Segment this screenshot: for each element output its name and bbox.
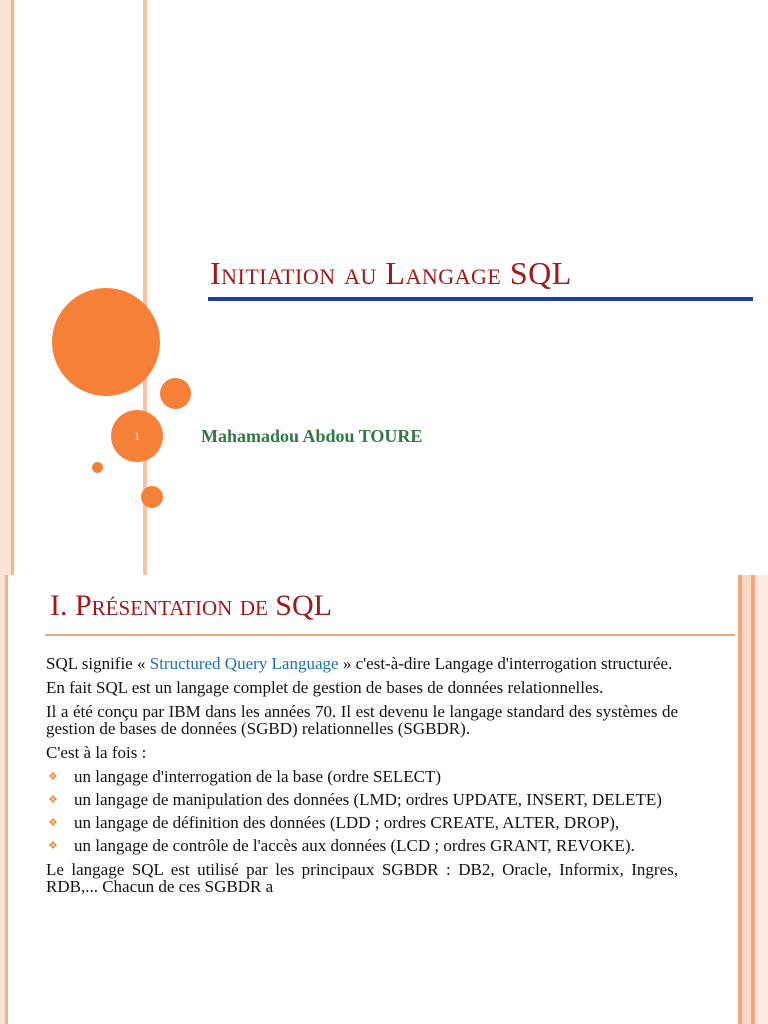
decorative-circle (160, 378, 191, 409)
sql-acronym-link[interactable]: Structured Query Language (149, 654, 339, 673)
diamond-bullet-icon: ❖ (48, 840, 58, 852)
decorative-circle (92, 462, 103, 473)
list-item-text: un langage de définition des données (LDD ; ordres CREATE, ALTER, DROP), (74, 813, 620, 832)
slide-presentation (0, 575, 768, 1024)
decorative-stripe (755, 575, 768, 1024)
slide-body (46, 655, 678, 902)
section-divider (45, 634, 735, 636)
decorative-stripe (11, 0, 14, 575)
decorative-circle (141, 486, 163, 508)
paragraph-definition (46, 655, 678, 672)
list-item-text: un langage d'interrogation de la base (ordre SELECT) (74, 767, 442, 786)
presentation-title: Initiation au Langage SQL (210, 255, 572, 291)
slide-number: 1 (134, 428, 140, 443)
section-title: I. Présentation de SQL (50, 589, 332, 622)
list-item (46, 791, 678, 808)
decorative-circle (52, 288, 160, 396)
list-item-text: un langage de manipulation des données (LMD; ordres UPDATE, INSERT, DELETE) (74, 790, 662, 809)
text: » c'est-à-dire Langage d'interrogation structurée. (338, 654, 673, 673)
list-item-text: un langage de contrôle de l'accès aux données (LCD ; ordres GRANT, REVOKE). (74, 836, 635, 855)
list-item (46, 814, 678, 831)
title-underline (208, 297, 753, 301)
sql-components-list (46, 768, 678, 854)
diamond-bullet-icon: ❖ (48, 771, 58, 783)
slide-number-circle (111, 410, 163, 462)
list-item (46, 768, 678, 785)
decorative-stripe (0, 0, 11, 575)
decorative-stripe (5, 575, 8, 1024)
paragraph-usage: Le langage SQL est utilisé par les principaux SGBDR : DB2, Oracle, Informix, Ingres, RDB,... Chacun de ces SGBDR a (46, 860, 678, 896)
paragraph-purpose: En fait SQL est un langage complet de gestion de bases de données relationnelles. (46, 678, 604, 697)
diamond-bullet-icon: ❖ (48, 817, 58, 829)
text: SQL signifie « (46, 654, 150, 673)
author-name: Mahamadou Abdou TOURE (201, 426, 423, 446)
paragraph-intro-list: C'est à la fois : (46, 743, 147, 762)
paragraph-history: Il a été conçu par IBM dans les années 70. Il est devenu le langage standard des systèmes de gestion de bases de données (SGBD) relationnelles (SGBDR). (46, 702, 678, 738)
decorative-stripe (742, 575, 751, 1024)
list-item (46, 837, 678, 854)
diamond-bullet-icon: ❖ (48, 794, 58, 806)
